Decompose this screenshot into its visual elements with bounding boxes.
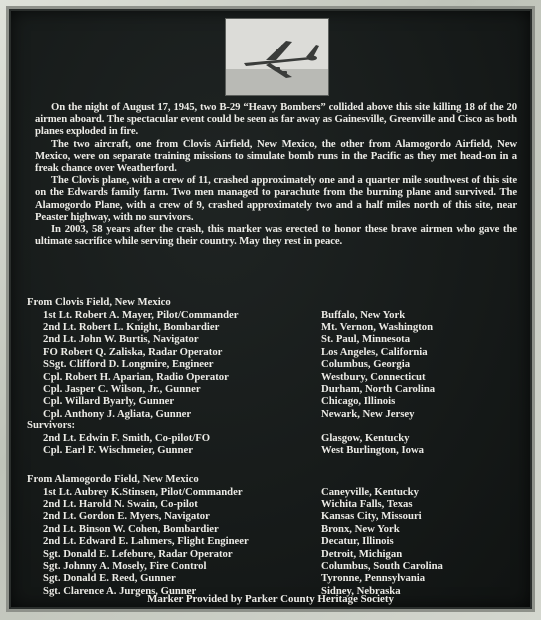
- crew-hometown: St. Paul, Minnesota: [321, 333, 411, 346]
- crew-row: [27, 535, 527, 547]
- crew-name: 1st Lt. Robert A. Mayer, Pilot/Commander: [43, 308, 239, 321]
- memorial-plaque: [6, 6, 535, 612]
- crew-hometown: Westbury, Connecticut: [321, 370, 426, 383]
- crew-name: Cpl. Anthony J. Agliata, Gunner: [43, 407, 192, 420]
- crew-row: [27, 498, 527, 510]
- crew-row: [27, 572, 527, 584]
- survivors-list: [27, 419, 527, 456]
- crew-row: [27, 432, 527, 444]
- memorial-story: [35, 101, 517, 247]
- crew-name: 2nd Lt. Harold N. Swain, Co-pilot: [43, 497, 198, 510]
- crew-row: [27, 346, 527, 358]
- crew-name: Sgt. Donald E. Lefebure, Radar Operator: [43, 547, 233, 560]
- b29-bomber-icon: [226, 19, 328, 95]
- story-paragraph: On the night of August 17, 1945, two B-29 “Heavy Bombers” collided above this site killing 18 of the 20 airmen aboard. The spectacular event could be seen as far away as Gainesville, Greenville and Cisco as both planes exploded in fire.: [35, 101, 517, 138]
- crew-hometown: Buffalo, New York: [321, 308, 406, 321]
- crew-row: [27, 444, 527, 456]
- story-paragraph: In 2003, 58 years after the crash, this marker was erected to honor these brave airmen who gave the ultimate sacrifice while serving their country. May they rest in peace.: [35, 223, 517, 248]
- marker-credit: Marker Provided by Parker County Heritage Society: [147, 593, 394, 605]
- crew-hometown: Bronx, New York: [321, 522, 400, 535]
- crew-name: 2nd Lt. Edwin F. Smith, Co-pilot/FO: [43, 431, 211, 444]
- crew-name: Sgt. Donald E. Reed, Gunner: [43, 572, 176, 585]
- crew-hometown: Tyronne, Pennsylvania: [321, 572, 426, 585]
- crew-name: 1st Lt. Aubrey K.Stinsen, Pilot/Commander: [43, 485, 243, 498]
- crew-name: Cpl. Earl F. Wischmeier, Gunner: [43, 443, 193, 456]
- crew-name: 2nd Lt. John W. Burtis, Navigator: [43, 333, 199, 346]
- crew-hometown: West Burlington, Iowa: [321, 443, 425, 456]
- story-paragraph: The Clovis plane, with a crew of 11, crashed approximately one and a quarter mile southwest of this site on the Edwards family farm. Two men managed to parachute from the burning plane and survived. The Alamogordo Plane, with a crew of 9, crashed approximately two and a half miles north of this site, near Peaster highway, with no survivors.: [35, 174, 517, 223]
- section-heading: From Alamogordo Field, New Mexico: [27, 473, 199, 485]
- crew-hometown: Wichita Falls, Texas: [321, 497, 413, 510]
- crew-row: [27, 523, 527, 535]
- crew-row: [27, 486, 527, 498]
- section-heading: Survivors:: [27, 419, 76, 431]
- crew-hometown: Columbus, South Carolina: [321, 559, 443, 572]
- crew-hometown: Decatur, Illinois: [321, 535, 394, 548]
- crew-hometown: Newark, New Jersey: [321, 407, 415, 420]
- clovis-crew-list: [27, 296, 527, 420]
- crew-row: [27, 309, 527, 321]
- crew-row: [27, 333, 527, 345]
- crew-row: [27, 321, 527, 333]
- crew-hometown: Detroit, Michigan: [321, 547, 403, 560]
- section-heading: From Clovis Field, New Mexico: [27, 296, 171, 308]
- crew-name: FO Robert Q. Zaliska, Radar Operator: [43, 345, 223, 358]
- crew-name: Cpl. Jasper C. Wilson, Jr., Gunner: [43, 382, 201, 395]
- crew-hometown: Caneyville, Kentucky: [321, 485, 419, 498]
- alamogordo-crew-list: [27, 473, 527, 597]
- crew-hometown: Durham, North Carolina: [321, 382, 436, 395]
- crew-hometown: Kansas City, Missouri: [321, 510, 422, 523]
- crew-hometown: Mt. Vernon, Washington: [321, 320, 434, 333]
- crew-row: [27, 395, 527, 407]
- crew-row: [27, 358, 527, 370]
- crew-name: Cpl. Robert H. Aparian, Radio Operator: [43, 370, 229, 383]
- crew-name: Cpl. Willard Byarly, Gunner: [43, 395, 175, 408]
- crew-row: [27, 383, 527, 395]
- crew-name: 2nd Lt. Robert L. Knight, Bombardier: [43, 320, 220, 333]
- crew-row: [27, 548, 527, 560]
- crew-hometown: Los Angeles, California: [321, 345, 428, 358]
- crew-name: 2nd Lt. Binson W. Cohen, Bombardier: [43, 522, 219, 535]
- crew-name: Sgt. Clarence A. Jurgens, Gunner: [43, 584, 197, 597]
- crew-hometown: Glasgow, Kentucky: [321, 431, 410, 444]
- crew-row: [27, 510, 527, 522]
- b29-bomber-photo: [225, 18, 329, 96]
- crew-row: [27, 560, 527, 572]
- crew-row: [27, 371, 527, 383]
- crew-name: 2nd Lt. Gordon E. Myers, Navigator: [43, 510, 210, 523]
- crew-hometown: Chicago, Illinois: [321, 395, 396, 408]
- crew-hometown: Columbus, Georgia: [321, 358, 411, 371]
- crew-name: 2nd Lt. Edward E. Lahmers, Flight Engineer: [43, 535, 249, 548]
- crew-hometown: Sidney, Nebraska: [321, 584, 401, 597]
- crew-name: SSgt. Clifford D. Longmire, Engineer: [43, 358, 214, 371]
- crew-name: Sgt. Johnny A. Mosely, Fire Control: [43, 559, 207, 572]
- story-paragraph: The two aircraft, one from Clovis Airfield, New Mexico, the other from Alamogordo Airfield, New Mexico, were on separate training missions to simulate bomb runs in the Pacific as they met head-on in a freak chance over Weatherford.: [35, 137, 517, 175]
